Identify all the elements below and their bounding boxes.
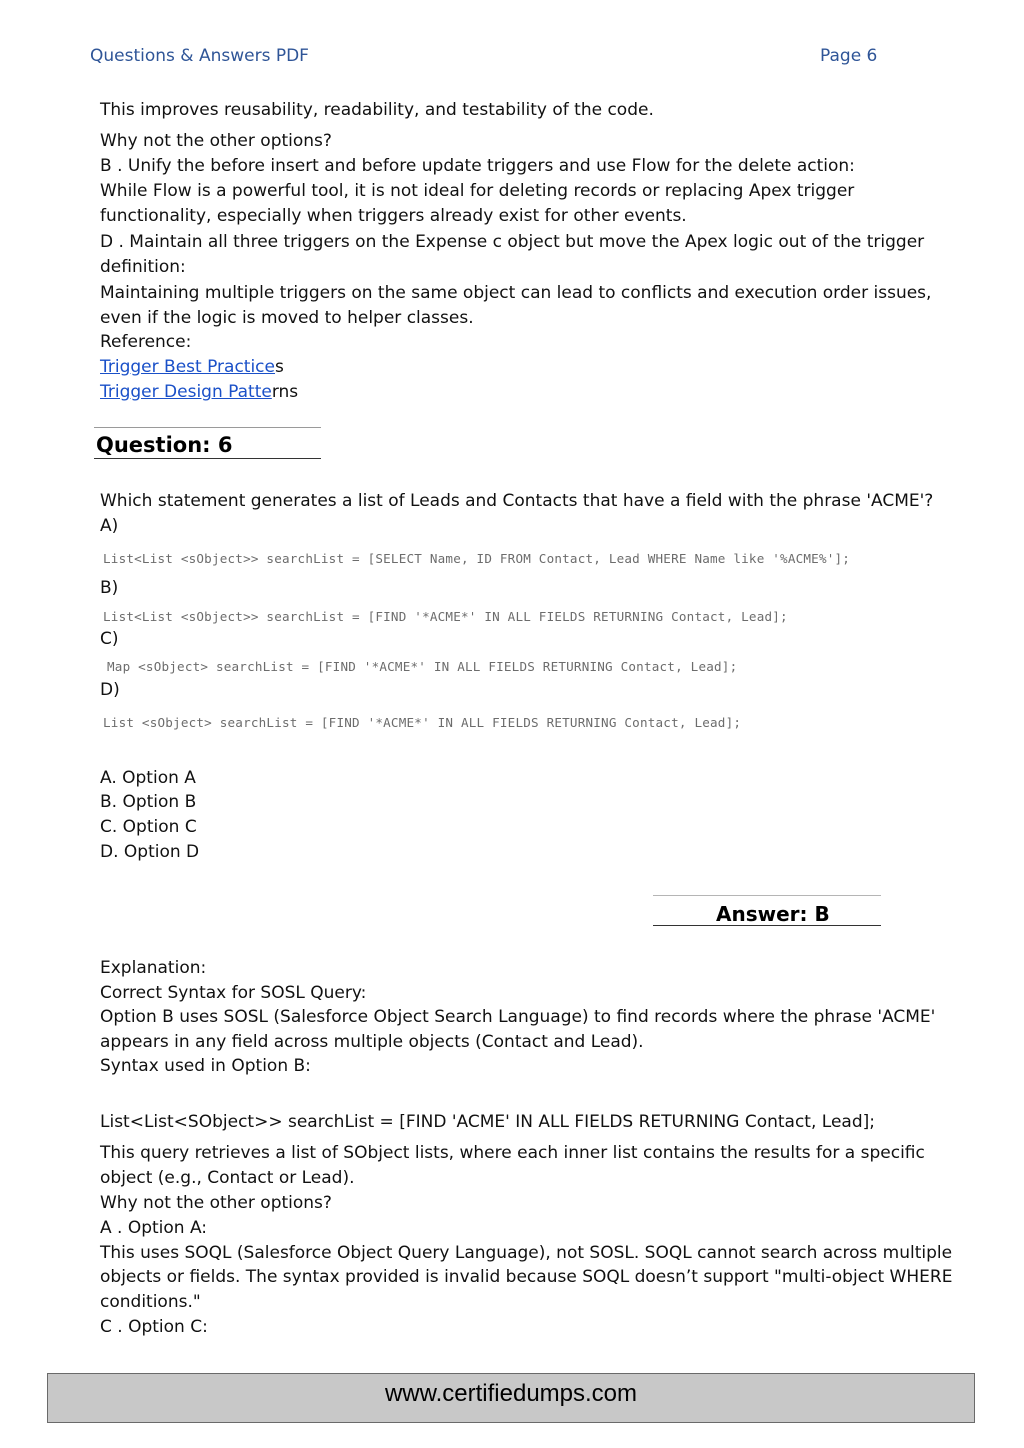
page-number: Page 6 xyxy=(820,46,878,66)
reference-link-tail: rns xyxy=(271,382,299,402)
answer-choice: A. Option A xyxy=(100,768,196,788)
paragraph: object (e.g., Contact or Lead). xyxy=(100,1168,355,1188)
paragraph: A . Option A: xyxy=(100,1218,208,1238)
divider xyxy=(653,925,881,926)
paragraph: Why not the other options? xyxy=(100,1193,332,1213)
answer-choice: B. Option B xyxy=(100,792,197,812)
reference-label: Reference: xyxy=(100,332,192,352)
paragraph: While Flow is a powerful tool, it is not ideal for deleting records or replacing Apex trigger xyxy=(100,181,855,201)
paragraph: Syntax used in Option B: xyxy=(100,1056,311,1076)
paragraph: appears in any field across multiple objects (Contact and Lead). xyxy=(100,1032,644,1052)
reference-link-text[interactable]: Trigger Best Practice xyxy=(100,357,275,377)
paragraph: definition: xyxy=(100,257,186,277)
divider xyxy=(653,895,881,896)
option-label: B) xyxy=(100,578,119,598)
paragraph: Why not the other options? xyxy=(100,131,332,151)
option-code: List <sObject> searchList = [FIND '*ACME*' IN ALL FIELDS RETURNING Contact, Lead]; xyxy=(103,715,742,730)
reference-link[interactable] xyxy=(100,355,284,380)
reference-link-tail: s xyxy=(274,357,284,377)
divider xyxy=(94,427,321,428)
paragraph: This improves reusability, readability, and testability of the code. xyxy=(100,100,654,120)
option-label: D) xyxy=(100,680,120,700)
answer-choice: D. Option D xyxy=(100,842,200,862)
footer-url[interactable]: www.certifiedumps.com xyxy=(384,1380,638,1407)
paragraph: Option B uses SOSL (Salesforce Object Search Language) to find records where the phrase 'ACME' xyxy=(100,1007,936,1027)
paragraph: D . Maintain all three triggers on the Expense c object but move the Apex logic out of the trigger xyxy=(100,232,925,252)
code-line: List<List<SObject>> searchList = [FIND 'ACME' IN ALL FIELDS RETURNING Contact, Lead]; xyxy=(100,1112,875,1132)
answer-label: Answer: B xyxy=(716,902,830,926)
paragraph: objects or fields. The syntax provided is invalid because SOQL doesn’t support "multi-object WHERE xyxy=(100,1267,953,1287)
header-title: Questions & Answers PDF xyxy=(90,46,309,66)
explanation-label: Explanation: xyxy=(100,958,207,978)
paragraph: functionality, especially when triggers already exist for other events. xyxy=(100,206,687,226)
footer-banner xyxy=(47,1373,975,1423)
reference-link-text[interactable]: Trigger Design Patte xyxy=(100,382,272,402)
paragraph: This query retrieves a list of SObject lists, where each inner list contains the results for a specific xyxy=(100,1143,925,1163)
option-code: List<List <sObject>> searchList = [SELECT Name, ID FROM Contact, Lead WHERE Name like '%ACME%']; xyxy=(103,551,851,566)
paragraph: Maintaining multiple triggers on the same object can lead to conflicts and execution order issues, xyxy=(100,283,932,303)
paragraph: This uses SOQL (Salesforce Object Query Language), not SOSL. SOQL cannot search across multiple xyxy=(100,1243,953,1263)
paragraph: conditions." xyxy=(100,1292,201,1312)
option-code: Map <sObject> searchList = [FIND '*ACME*' IN ALL FIELDS RETURNING Contact, Lead]; xyxy=(107,659,738,674)
reference-link[interactable] xyxy=(100,380,298,405)
question-title: Question: 6 xyxy=(96,433,233,457)
paragraph: C . Option C: xyxy=(100,1317,208,1337)
paragraph: B . Unify the before insert and before update triggers and use Flow for the delete action: xyxy=(100,156,855,176)
option-code: List<List <sObject>> searchList = [FIND '*ACME*' IN ALL FIELDS RETURNING Contact, Lead]; xyxy=(103,609,788,624)
option-label: A) xyxy=(100,516,119,536)
question-text: Which statement generates a list of Leads and Contacts that have a field with the phrase 'ACME'? xyxy=(100,491,934,511)
answer-choice: C. Option C xyxy=(100,817,197,837)
paragraph: Correct Syntax for SOSL Query: xyxy=(100,983,367,1003)
divider xyxy=(94,458,321,459)
paragraph: even if the logic is moved to helper classes. xyxy=(100,308,474,328)
option-label: C) xyxy=(100,629,119,649)
